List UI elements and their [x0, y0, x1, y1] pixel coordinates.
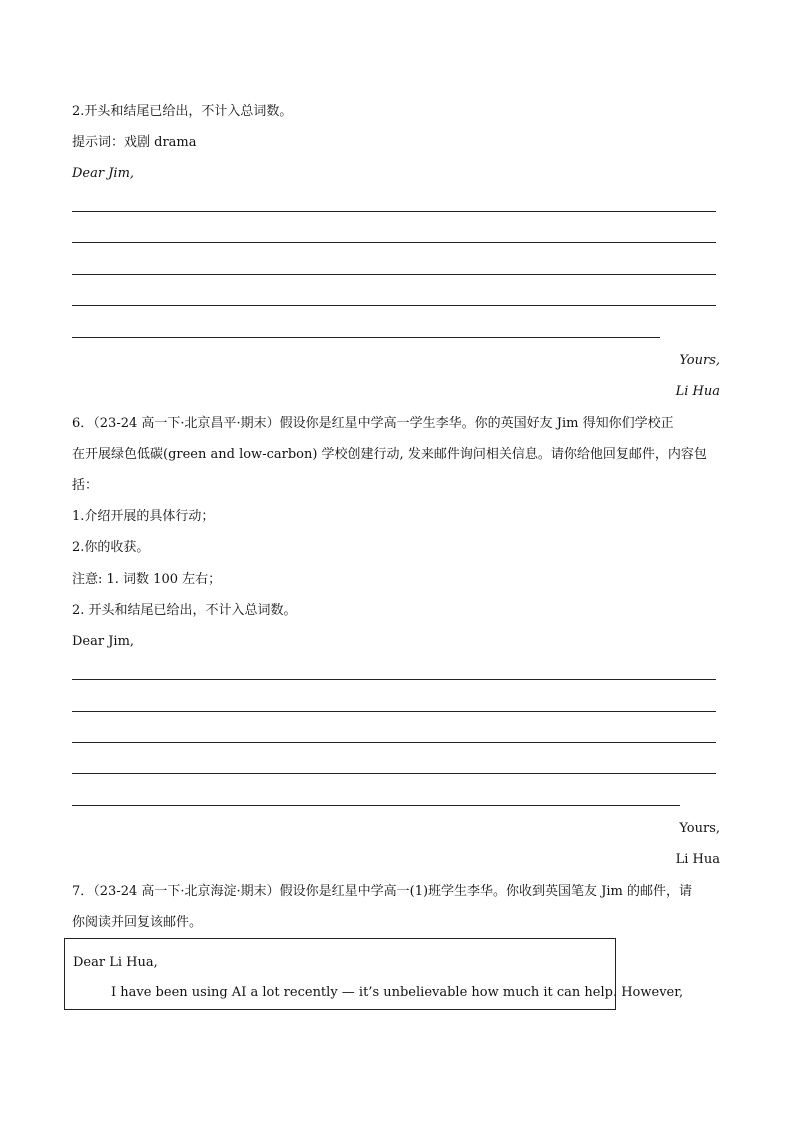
- q6-point-1: 1.介绍开展的具体行动；: [72, 509, 215, 524]
- q5-greeting: Dear Jim,: [72, 166, 135, 181]
- q6-signature: Li Hua: [675, 852, 720, 867]
- q7-intro-line-2: 你阅读并回复该邮件。: [72, 915, 203, 930]
- answer-line: [72, 742, 716, 743]
- q7-intro-line-1: 7．（23-24 高一下·北京海淀·期末）假设你是红星中学高一(1)班学生李华。你收到英国笔友 Jim 的邮件，请: [72, 884, 693, 899]
- q6-intro-line-3: 括：: [72, 478, 99, 493]
- answer-line: [72, 305, 716, 306]
- answer-line: [72, 337, 660, 338]
- q6-note-1: 注意: 1. 词数 100 左右；: [72, 572, 222, 587]
- answer-line: [72, 274, 716, 275]
- letter-box: [64, 938, 684, 1010]
- answer-line: [72, 211, 716, 212]
- q6-closing: Yours,: [679, 821, 720, 836]
- answer-line: [72, 679, 716, 680]
- answer-line: [72, 805, 680, 806]
- q6-intro-line-2: 在开展绿色低碳(green and low-carbon) 学校创建行动, 发来邮件询问相关信息。请你给他回复邮件，内容包: [72, 447, 707, 462]
- q5-hint: 提示词：戏剧 drama: [72, 135, 197, 150]
- letter-greeting: Dear Li Hua,: [73, 955, 158, 970]
- answer-line: [72, 773, 716, 774]
- answer-line: [72, 242, 716, 243]
- q6-intro-line-1: 6．（23-24 高一下·北京昌平·期末）假设你是红星中学高一学生李华。你的英国好友 Jim 得知你们学校正: [72, 416, 674, 431]
- q5-signature: Li Hua: [675, 384, 720, 399]
- q6-greeting: Dear Jim,: [72, 634, 135, 649]
- q6-point-2: 2.你的收获。: [72, 540, 150, 555]
- q6-note-2: 2. 开头和结尾已给出，不计入总词数。: [72, 603, 297, 618]
- q5-closing: Yours,: [679, 353, 720, 368]
- letter-body: I have been using AI a lot recently — it’s unbelievable how much it can help. However,: [111, 985, 684, 1000]
- q5-note-2: 2.开头和结尾已给出，不计入总词数。: [72, 104, 293, 119]
- answer-line: [72, 711, 716, 712]
